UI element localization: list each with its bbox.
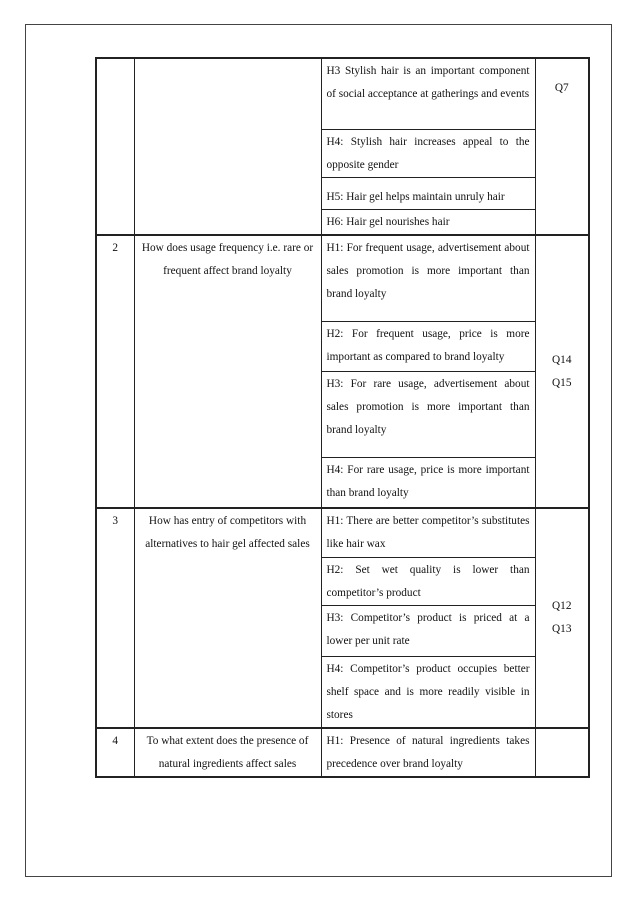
research-question: How does usage frequency i.e. rare or frequent affect brand loyalty	[134, 235, 321, 508]
questionnaire-ref	[535, 58, 589, 235]
hypothesis-cell: H4: Stylish hair increases appeal to the opposite gender	[321, 130, 535, 178]
questionnaire-ref	[535, 235, 589, 508]
hypothesis-cell: H4: For rare usage, price is more important than brand loyalty	[321, 458, 535, 509]
section-number: 2	[96, 235, 134, 508]
questionnaire-ref	[535, 728, 589, 777]
question-ref: Q7	[554, 82, 569, 94]
table-row	[96, 728, 589, 777]
question-ref: Q14	[552, 353, 572, 366]
section-number: 4	[96, 728, 134, 777]
question-ref: Q13	[552, 623, 572, 635]
hypothesis-cell: H3 Stylish hair is an important component of social acceptance at gatherings and events	[321, 58, 535, 130]
research-question: How has entry of competitors with alternatives to hair gel affected sales	[134, 508, 321, 728]
research-question: To what extent does the presence of natural ingredients affect sales	[134, 728, 321, 777]
hypothesis-cell: H2: For frequent usage, price is more important as compared to brand loyalty	[321, 322, 535, 372]
question-ref: Q15	[552, 376, 572, 389]
hypothesis-cell: H1: Presence of natural ingredients takes precedence over brand loyalty	[321, 728, 535, 777]
hypothesis-cell: H3: Competitor’s product is priced at a lower per unit rate	[321, 606, 535, 657]
section-number	[96, 58, 134, 235]
research-table	[95, 57, 590, 778]
hypothesis-cell: H1: There are better competitor’s substitutes like hair wax	[321, 508, 535, 558]
research-question	[134, 58, 321, 235]
questionnaire-ref	[535, 508, 589, 728]
section-number: 3	[96, 508, 134, 728]
hypothesis-cell: H2: Set wet quality is lower than competitor’s product	[321, 558, 535, 606]
hypothesis-cell: H5: Hair gel helps maintain unruly hair	[321, 178, 535, 210]
hypothesis-cell: H1: For frequent usage, advertisement about sales promotion is more important than brand loyalty	[321, 235, 535, 322]
table-row	[96, 235, 589, 322]
hypothesis-cell: H3: For rare usage, advertisement about sales promotion is more important than brand loyalty	[321, 372, 535, 458]
question-ref: Q12	[552, 600, 572, 612]
hypothesis-cell: H4: Competitor’s product occupies better shelf space and is more readily visible in stores	[321, 657, 535, 729]
hypothesis-cell: H6: Hair gel nourishes hair	[321, 210, 535, 236]
table-row	[96, 58, 589, 130]
table-row	[96, 508, 589, 558]
